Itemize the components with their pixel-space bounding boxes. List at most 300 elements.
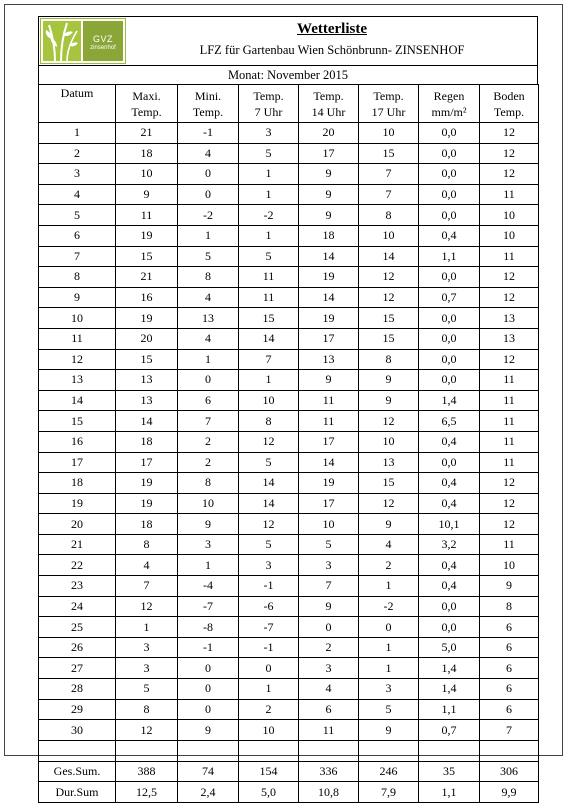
table-cell: 9 — [299, 164, 359, 185]
table-row — [39, 576, 539, 597]
table-cell: 6 — [299, 699, 359, 720]
table-cell: 1,1 — [419, 699, 480, 720]
table-cell: 14 — [239, 328, 299, 349]
table-cell: 25 — [39, 617, 116, 638]
table-cell: 19 — [116, 225, 178, 246]
table-cell: Ges.Sum. — [39, 761, 116, 782]
blank-row — [39, 740, 539, 761]
table-cell: 12 — [39, 349, 116, 370]
table-cell: 21 — [39, 534, 116, 555]
table-row — [39, 205, 539, 226]
table-cell: 0,0 — [419, 184, 480, 205]
column-header-line: Temp. — [192, 104, 224, 119]
table-cell: 13 — [116, 370, 178, 391]
column-header-line: Boden — [493, 88, 525, 103]
table-cell: 3 — [239, 555, 299, 576]
table-row — [39, 596, 539, 617]
table-cell: 8 — [359, 349, 419, 370]
table-cell: 9 — [359, 720, 419, 741]
table-cell: 12 — [480, 123, 539, 144]
table-cell: 0,4 — [419, 493, 480, 514]
table-cell: 7 — [116, 576, 178, 597]
table-row — [39, 699, 539, 720]
table-cell: 1 — [239, 184, 299, 205]
column-header — [359, 85, 419, 123]
table-cell: 17 — [299, 493, 359, 514]
table-cell: 10 — [178, 493, 239, 514]
table-cell: 1 — [178, 349, 239, 370]
table-cell: 13 — [178, 308, 239, 329]
table-cell: 4 — [359, 534, 419, 555]
table-cell: 0,4 — [419, 555, 480, 576]
table-cell: 9,9 — [480, 782, 539, 803]
table-cell: 9 — [299, 596, 359, 617]
table-cell: 10 — [116, 164, 178, 185]
sum-row — [39, 761, 539, 782]
table-cell: 9 — [299, 184, 359, 205]
table-cell: 22 — [39, 555, 116, 576]
table-cell: 9 — [116, 184, 178, 205]
table-cell: 12 — [480, 287, 539, 308]
table-cell: 29 — [39, 699, 116, 720]
table-row — [39, 287, 539, 308]
table-cell: 10 — [239, 720, 299, 741]
table-cell: 4 — [178, 287, 239, 308]
table-cell: 16 — [39, 431, 116, 452]
table-cell: Dur.Sum — [39, 782, 116, 803]
table-cell: 17 — [299, 328, 359, 349]
table-cell: 3 — [299, 555, 359, 576]
table-cell: 0,0 — [419, 205, 480, 226]
table-cell: 0,4 — [419, 225, 480, 246]
table-cell: -7 — [239, 617, 299, 638]
table-cell: 0 — [178, 370, 239, 391]
table-cell: 5 — [239, 452, 299, 473]
table-cell: 5 — [239, 246, 299, 267]
table-cell: 12 — [239, 431, 299, 452]
table-cell — [419, 740, 480, 761]
table-row — [39, 658, 539, 679]
table-cell: 12,5 — [116, 782, 178, 803]
table-cell: 15 — [116, 246, 178, 267]
column-header-line: Mini. — [194, 88, 222, 103]
table-cell: 2 — [359, 555, 419, 576]
table-cell: 18 — [299, 225, 359, 246]
table-cell: 336 — [299, 761, 359, 782]
table-cell: 8 — [116, 699, 178, 720]
table-cell: 9 — [359, 514, 419, 535]
column-header-line: mm/m² — [431, 104, 467, 119]
table-cell: 1 — [359, 637, 419, 658]
table-cell: 14 — [299, 246, 359, 267]
table-cell: 19 — [299, 267, 359, 288]
table-cell: 306 — [480, 761, 539, 782]
table-cell: 20 — [39, 514, 116, 535]
table-cell: 9 — [480, 576, 539, 597]
table-cell: 0,0 — [419, 143, 480, 164]
table-cell: 2 — [178, 452, 239, 473]
plant-logo-icon — [43, 21, 81, 61]
table-cell: 0,0 — [419, 308, 480, 329]
table-cell: 8 — [116, 534, 178, 555]
table-cell: 10 — [359, 431, 419, 452]
table-cell: -2 — [178, 205, 239, 226]
table-cell: 10 — [480, 555, 539, 576]
table-cell: 388 — [116, 761, 178, 782]
table-cell: 0 — [178, 658, 239, 679]
table-cell: 10 — [39, 308, 116, 329]
table-cell: 14 — [299, 287, 359, 308]
table-cell: 19 — [39, 493, 116, 514]
column-header — [419, 85, 480, 123]
table-cell: 9 — [178, 720, 239, 741]
table-cell: 13 — [480, 328, 539, 349]
table-cell: 6 — [480, 658, 539, 679]
column-header-line: Temp. — [253, 88, 284, 103]
table-cell: 10 — [299, 514, 359, 535]
table-cell: 9 — [39, 287, 116, 308]
table-cell: 7 — [359, 164, 419, 185]
table-cell: 10 — [359, 225, 419, 246]
page-title: Wetterliste — [297, 21, 367, 37]
table-cell: 3 — [178, 534, 239, 555]
table-cell — [178, 740, 239, 761]
table-cell: -2 — [239, 205, 299, 226]
table-cell: 2 — [239, 699, 299, 720]
table-row — [39, 473, 539, 494]
table-cell: 15 — [359, 328, 419, 349]
table-cell: 1 — [359, 658, 419, 679]
table-cell: 12 — [480, 514, 539, 535]
table-cell: 17 — [39, 452, 116, 473]
table-cell: 3 — [116, 658, 178, 679]
table-cell: 1 — [239, 164, 299, 185]
table-cell: 0,4 — [419, 576, 480, 597]
table-cell: 1 — [239, 370, 299, 391]
table-row — [39, 123, 539, 144]
table-cell: 4 — [178, 328, 239, 349]
table-cell: 0,0 — [419, 164, 480, 185]
table-cell: 21 — [116, 123, 178, 144]
table-cell: 27 — [39, 658, 116, 679]
table-cell: 14 — [39, 390, 116, 411]
table-cell: 1 — [39, 123, 116, 144]
column-header-line: Regen — [433, 88, 465, 103]
table-cell: 10 — [239, 390, 299, 411]
table-row — [39, 164, 539, 185]
table-cell: 8 — [178, 473, 239, 494]
table-row — [39, 720, 539, 741]
table-cell: 13 — [359, 452, 419, 473]
table-cell: 11 — [480, 452, 539, 473]
table-cell: 12 — [480, 473, 539, 494]
table-cell: 7 — [239, 349, 299, 370]
table-cell: 13 — [39, 370, 116, 391]
table-cell: 4 — [39, 184, 116, 205]
table-row — [39, 143, 539, 164]
table-cell: 19 — [116, 473, 178, 494]
table-cell: 5,0 — [239, 782, 299, 803]
table-cell: 1 — [239, 679, 299, 700]
table-cell: 8 — [239, 411, 299, 432]
table-row — [39, 514, 539, 535]
table-row — [39, 328, 539, 349]
table-cell: 16 — [116, 287, 178, 308]
table-cell: 6 — [480, 637, 539, 658]
table-cell: 8 — [39, 267, 116, 288]
table-cell: 8 — [359, 205, 419, 226]
table-cell: 21 — [116, 267, 178, 288]
table-cell — [39, 740, 116, 761]
table-cell: 15 — [359, 143, 419, 164]
table-cell: 28 — [39, 679, 116, 700]
table-cell: 7 — [299, 576, 359, 597]
table-cell: 0 — [239, 658, 299, 679]
table-cell: 0 — [178, 699, 239, 720]
column-header-line: 14 Uhr — [311, 104, 346, 119]
table-cell: 12 — [116, 596, 178, 617]
table-cell: 12 — [359, 267, 419, 288]
table-cell: 74 — [178, 761, 239, 782]
table-cell: 0,7 — [419, 720, 480, 741]
table-cell: 0,0 — [419, 370, 480, 391]
table-cell: 12 — [480, 349, 539, 370]
table-cell: 4 — [178, 143, 239, 164]
table-cell: -4 — [178, 576, 239, 597]
table-cell: 12 — [480, 143, 539, 164]
column-header-line: 7 Uhr — [254, 104, 283, 119]
gvz-logo — [40, 18, 126, 64]
table-cell: 9 — [299, 205, 359, 226]
table-cell: -7 — [178, 596, 239, 617]
table-header-row — [39, 85, 539, 123]
table-cell: 11 — [480, 431, 539, 452]
column-header — [116, 85, 178, 123]
table-cell: 154 — [239, 761, 299, 782]
table-cell: 0 — [178, 164, 239, 185]
table-cell: 26 — [39, 637, 116, 658]
table-cell: 15 — [239, 308, 299, 329]
table-cell: 19 — [116, 308, 178, 329]
table-cell: 14 — [239, 493, 299, 514]
table-row — [39, 225, 539, 246]
table-cell: 12 — [359, 411, 419, 432]
table-cell: 15 — [359, 308, 419, 329]
table-cell: 13 — [480, 308, 539, 329]
table-cell: 15 — [39, 411, 116, 432]
table-cell: 3 — [116, 637, 178, 658]
table-cell: 1,4 — [419, 390, 480, 411]
table-cell: 1,4 — [419, 679, 480, 700]
column-header — [239, 85, 299, 123]
table-cell: 11 — [480, 370, 539, 391]
table-cell: 30 — [39, 720, 116, 741]
table-cell: -1 — [239, 637, 299, 658]
table-cell: 6 — [39, 225, 116, 246]
table-cell: 11 — [299, 411, 359, 432]
table-cell: 11 — [480, 246, 539, 267]
table-cell: 11 — [39, 328, 116, 349]
table-cell: -1 — [178, 637, 239, 658]
table-cell: 13 — [299, 349, 359, 370]
month-label: Monat: November 2015 — [38, 66, 538, 85]
table-cell: 12 — [480, 267, 539, 288]
table-cell: 11 — [239, 267, 299, 288]
column-header-line: Temp. — [373, 88, 404, 103]
table-cell: 11 — [480, 411, 539, 432]
table-cell: 20 — [116, 328, 178, 349]
logo-wordmark — [83, 21, 123, 61]
logo-subtext: zinsenhof — [90, 45, 116, 51]
column-header-line: Datum — [60, 86, 94, 100]
table-cell: 11 — [480, 534, 539, 555]
table-cell: 7,9 — [359, 782, 419, 803]
table-cell: 5 — [239, 143, 299, 164]
table-cell: 1 — [359, 576, 419, 597]
table-cell: 7 — [359, 184, 419, 205]
page-subtitle: LFZ für Gartenbau Wien Schönbrunn- ZINSENHOF — [199, 43, 465, 57]
table-cell: 14 — [116, 411, 178, 432]
table-cell: 8 — [178, 267, 239, 288]
table-cell: -1 — [178, 123, 239, 144]
table-row — [39, 370, 539, 391]
table-body — [39, 123, 539, 803]
table-cell: 14 — [239, 473, 299, 494]
column-header-line: 17 Uhr — [371, 104, 406, 119]
table-cell: 1 — [178, 555, 239, 576]
table-cell: 3,2 — [419, 534, 480, 555]
table-cell — [359, 740, 419, 761]
table-cell: -8 — [178, 617, 239, 638]
table-cell: 3 — [359, 679, 419, 700]
table-cell: 5 — [116, 679, 178, 700]
logo-abbreviation: GVZ — [92, 34, 113, 44]
table-cell: 11 — [299, 390, 359, 411]
table-cell: 17 — [299, 143, 359, 164]
table-cell: 2 — [178, 431, 239, 452]
table-cell — [116, 740, 178, 761]
table-cell: 24 — [39, 596, 116, 617]
table-cell: 9 — [359, 370, 419, 391]
table-cell: 6,5 — [419, 411, 480, 432]
column-header-line: Maxi. — [132, 88, 161, 103]
table-cell: 0,0 — [419, 452, 480, 473]
table-cell: 5 — [178, 246, 239, 267]
table-cell — [480, 740, 539, 761]
column-header — [480, 85, 539, 123]
column-header — [178, 85, 239, 123]
table-cell: 2,4 — [178, 782, 239, 803]
table-cell: 2 — [299, 637, 359, 658]
table-cell — [299, 740, 359, 761]
table-cell: 0 — [359, 617, 419, 638]
column-header-line: Temp. — [131, 104, 162, 119]
table-cell: 17 — [116, 452, 178, 473]
table-row — [39, 308, 539, 329]
table-row — [39, 267, 539, 288]
table-cell: 0,7 — [419, 287, 480, 308]
table-cell: 0,0 — [419, 267, 480, 288]
table-row — [39, 637, 539, 658]
table-cell: 0,0 — [419, 596, 480, 617]
weather-table — [38, 84, 539, 803]
table-row — [39, 555, 539, 576]
report-header — [38, 16, 538, 66]
table-cell: 5 — [239, 534, 299, 555]
table-row — [39, 493, 539, 514]
table-row — [39, 534, 539, 555]
table-cell: 5 — [299, 534, 359, 555]
table-cell: 35 — [419, 761, 480, 782]
table-cell: 2 — [39, 143, 116, 164]
table-cell: 7 — [480, 720, 539, 741]
table-cell: 0 — [178, 679, 239, 700]
table-cell: 0,0 — [419, 617, 480, 638]
table-cell: 1 — [239, 225, 299, 246]
table-cell: 10 — [480, 205, 539, 226]
table-cell: 3 — [39, 164, 116, 185]
table-row — [39, 390, 539, 411]
table-cell: 12 — [239, 514, 299, 535]
table-cell: 5 — [359, 699, 419, 720]
table-cell: 15 — [116, 349, 178, 370]
table-cell: 8 — [480, 596, 539, 617]
table-cell: 11 — [299, 720, 359, 741]
table-cell: 10,1 — [419, 514, 480, 535]
table-cell: 4 — [299, 679, 359, 700]
table-cell: 19 — [299, 473, 359, 494]
table-cell: 6 — [480, 679, 539, 700]
table-cell: 4 — [116, 555, 178, 576]
table-cell: 10,8 — [299, 782, 359, 803]
column-header-line: Temp. — [493, 104, 525, 119]
table-cell: 9 — [178, 514, 239, 535]
table-cell: 10 — [359, 123, 419, 144]
table-cell: 20 — [299, 123, 359, 144]
table-cell: -6 — [239, 596, 299, 617]
table-cell: 0,4 — [419, 431, 480, 452]
table-cell: 1 — [116, 617, 178, 638]
table-cell: 12 — [480, 493, 539, 514]
table-cell: 1 — [178, 225, 239, 246]
table-cell: 1,1 — [419, 246, 480, 267]
table-cell: 9 — [359, 390, 419, 411]
column-header-line: Temp. — [313, 88, 344, 103]
table-cell — [239, 740, 299, 761]
table-cell: 19 — [116, 493, 178, 514]
average-row — [39, 782, 539, 803]
table-cell: 11 — [480, 184, 539, 205]
table-cell: 3 — [299, 658, 359, 679]
table-row — [39, 411, 539, 432]
table-cell: 23 — [39, 576, 116, 597]
table-cell: 11 — [116, 205, 178, 226]
table-cell: 1,4 — [419, 658, 480, 679]
table-cell: 10 — [480, 225, 539, 246]
column-header — [39, 85, 116, 123]
table-cell: 0 — [299, 617, 359, 638]
table-cell: 12 — [480, 164, 539, 185]
table-cell: 18 — [116, 514, 178, 535]
table-cell: 11 — [480, 390, 539, 411]
table-cell: 5 — [39, 205, 116, 226]
table-cell: 12 — [116, 720, 178, 741]
table-cell: 7 — [178, 411, 239, 432]
table-cell: 13 — [116, 390, 178, 411]
table-cell: 14 — [359, 246, 419, 267]
table-cell: 7 — [39, 246, 116, 267]
table-cell: 19 — [299, 308, 359, 329]
